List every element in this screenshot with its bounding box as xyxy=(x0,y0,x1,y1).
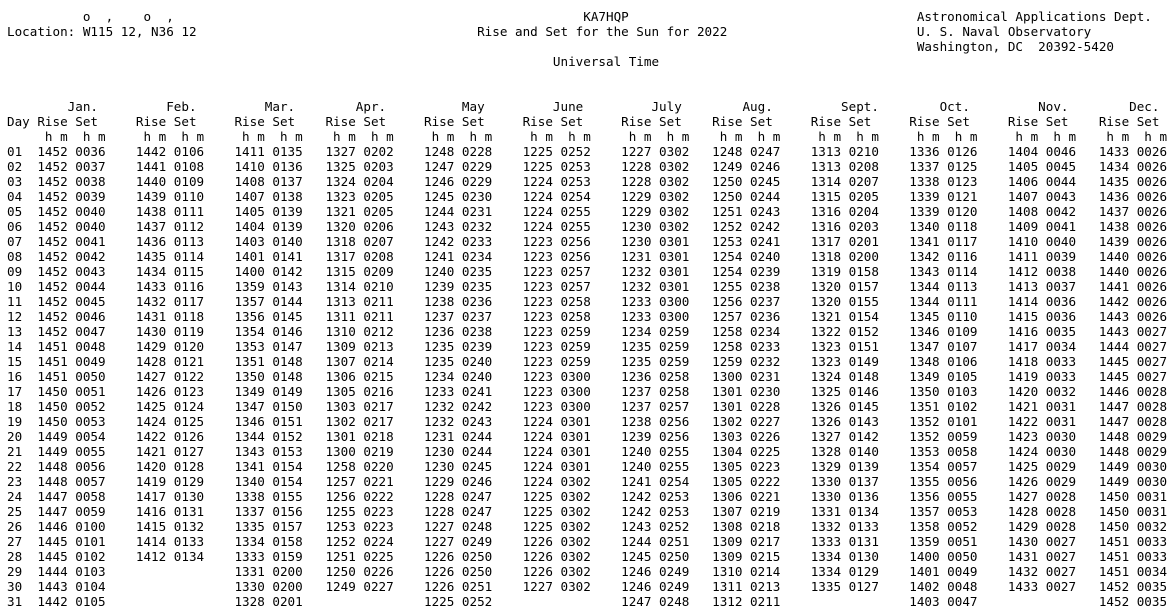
sun-rise-set-table: o , o , KA7HQP Astronomical Applications Dept. Location: W115 12, N36 12 Rise and Set for the Sun for 2022 U. S. Naval Observatory Washington, DC 20392-5420 Universal Time Jan. Feb. Mar. Apr. May June July Aug. Sept. Oct. Nov. Dec. Day Rise Set Rise Set Rise Set Rise Set Rise Set Rise Set Rise Set Rise Set Rise Set Rise Set Rise Set Rise Set h m h m h m h m h m h m h m h m h m h m h m h m h m h m h m h m h m h m h m h m h m h m h m h m 01 1452 0036 1442 0106 1411 0135 1327 0202 1248 0228 1225 0252 1227 0302 1248 0247 1313 0210 1336 0126 1404 0046 1433 0026 02 1452 0037 1441 0108 1410 0136 1325 0203 1247 0229 1225 0253 1228 0302 1249 0246 1313 0208 1337 0125 1405 0045 1434 0026 03 1452 0038 1440 0109 1408 0137 1324 0204 1246 0229 1224 0253 1228 0302 1250 0245 1314 0207 1338 0123 1406 0044 1435 0026 04 1452 0039 1439 0110 1407 0138 1323 0205 1245 0230 1224 0254 1229 0302 1250 0244 1315 0205 1339 0121 1407 0043 1436 0026 05 1452 0040 1438 0111 1405 0139 1321 0205 1244 0231 1224 0255 1229 0302 1251 0243 1316 0204 1339 0120 1408 0042 1437 0026 06 1452 0040 1437 0112 1404 0139 1320 0206 1243 0232 1224 0255 1230 0302 1252 0242 1316 0203 1340 0118 1409 0041 1438 0026 07 1452 0041 1436 0113 1403 0140 1318 0207 1242 0233 1223 0256 1230 0301 1253 0241 1317 0201 1341 0117 1410 0040 1439 0026 08 1452 0042 1435 0114 1401 0141 1317 0208 1241 0234 1223 0256 1231 0301 1254 0240 1318 0200 1342 0116 1411 0039 1440 0026 09 1452 0043 1434 0115 1400 0142 1315 0209 1240 0235 1223 0257 1232 0301 1254 0239 1319 0158 1343 0114 1412 0038 1440 0026 10 1452 0044 1433 0116 1359 0143 1314 0210 1239 0235 1223 0257 1232 0301 1255 0238 1320 0157 1344 0113 1413 0037 1441 0026 11 1452 0045 1432 0117 1357 0144 1313 0211 1238 0236 1223 0258 1233 0300 1256 0237 1320 0155 1344 0111 1414 0036 1442 0026 12 1452 0046 1431 0118 1356 0145 1311 0211 1237 0237 1223 0258 1233 0300 1257 0236 1321 0154 1345 0110 1415 0036 1443 0026 13 1452 0047 1430 0119 1354 0146 1310 0212 1236 0238 1223 0259 1234 0259 1258 0234 1322 0152 1346 0109 1416 0035 1443 0027 14 1451 0048 1429 0120 1353 0147 1309 0213 1235 0239 1223 0259 1235 0259 1258 0233 1323 0151 1347 0107 1417 0034 1444 0027 15 1451 0049 1428 0121 1351 0148 1307 0214 1235 0240 1223 0259 1235 0259 1259 0232 1323 0149 1348 0106 1418 0033 1445 0027 16 1451 0050 1427 0122 1350 0148 1306 0215 1234 0240 1223 0300 1236 0258 1300 0231 1324 0148 1349 0105 1419 0033 1445 0027 17 1450 0051 1426 0123 1349 0149 1305 0216 1233 0241 1223 0300 1237 0258 1301 0230 1325 0146 1350 0103 1420 0032 1446 0028 18 1450 0052 1425 0124 1347 0150 1303 0217 1232 0242 1223 0300 1237 0257 1301 0228 1326 0145 1351 0102 1421 0031 1447 0028 19 1450 0053 1424 0125 1346 0151 1302 0217 1232 0243 1224 0301 1238 0256 1302 0227 1326 0143 1352 0101 1422 0031 1447 0028 20 1449 0054 1422 0126 1344 0152 1301 0218 1231 0244 1224 0301 1239 0256 1303 0226 1327 0142 1352 0059 1423 0030 1448 0029 21 1449 0055 1421 0127 1343 0153 1300 0219 1230 0244 1224 0301 1240 0255 1304 0225 1328 0140 1353 0058 1424 0030 1448 0029 22 1448 0056 1420 0128 1341 0154 1258 0220 1230 0245 1224 0301 1240 0255 1305 0223 1329 0139 1354 0057 1425 0029 1449 0030 23 1448 0057 1419 0129 1340 0154 1257 0221 1229 0246 1224 0302 1241 0254 1305 0222 1330 0137 1355 0056 1426 0029 1449 0030 24 1447 0058 1417 0130 1338 0155 1256 0222 1228 0247 1225 0302 1242 0253 1306 0221 1330 0136 1356 0055 1427 0028 1450 0031 25 1447 0059 1416 0131 1337 0156 1255 0223 1228 0247 1225 0302 1242 0253 1307 0219 1331 0134 1357 0053 1428 0028 1450 0031 26 1446 0100 1415 0132 1335 0157 1253 0223 1227 0248 1225 0302 1243 0252 1308 0218 1332 0133 1358 0052 1429 0028 1450 0032 27 1445 0101 1414 0133 1334 0158 1252 0224 1227 0249 1226 0302 1244 0251 1309 0217 1333 0131 1359 0051 1430 0027 1451 0033 28 1445 0102 1412 0134 1333 0159 1251 0225 1226 0250 1226 0302 1245 0250 1309 0215 1334 0130 1400 0050 1431 0027 1451 0033 29 1444 0103 1331 0200 1250 0226 1226 0250 1226 0302 1246 0249 1310 0214 1334 0129 1401 0049 1432 0027 1451 0034 30 1443 0104 1330 0200 1249 0227 1226 0251 1227 0302 1246 0249 1311 0213 1335 0127 1402 0048 1433 0027 1452 0035 31 1442 0105 1328 0201 1225 0252 1247 0248 1312 0211 1403 0047 1452 0035 xyxy=(7,9,1167,609)
